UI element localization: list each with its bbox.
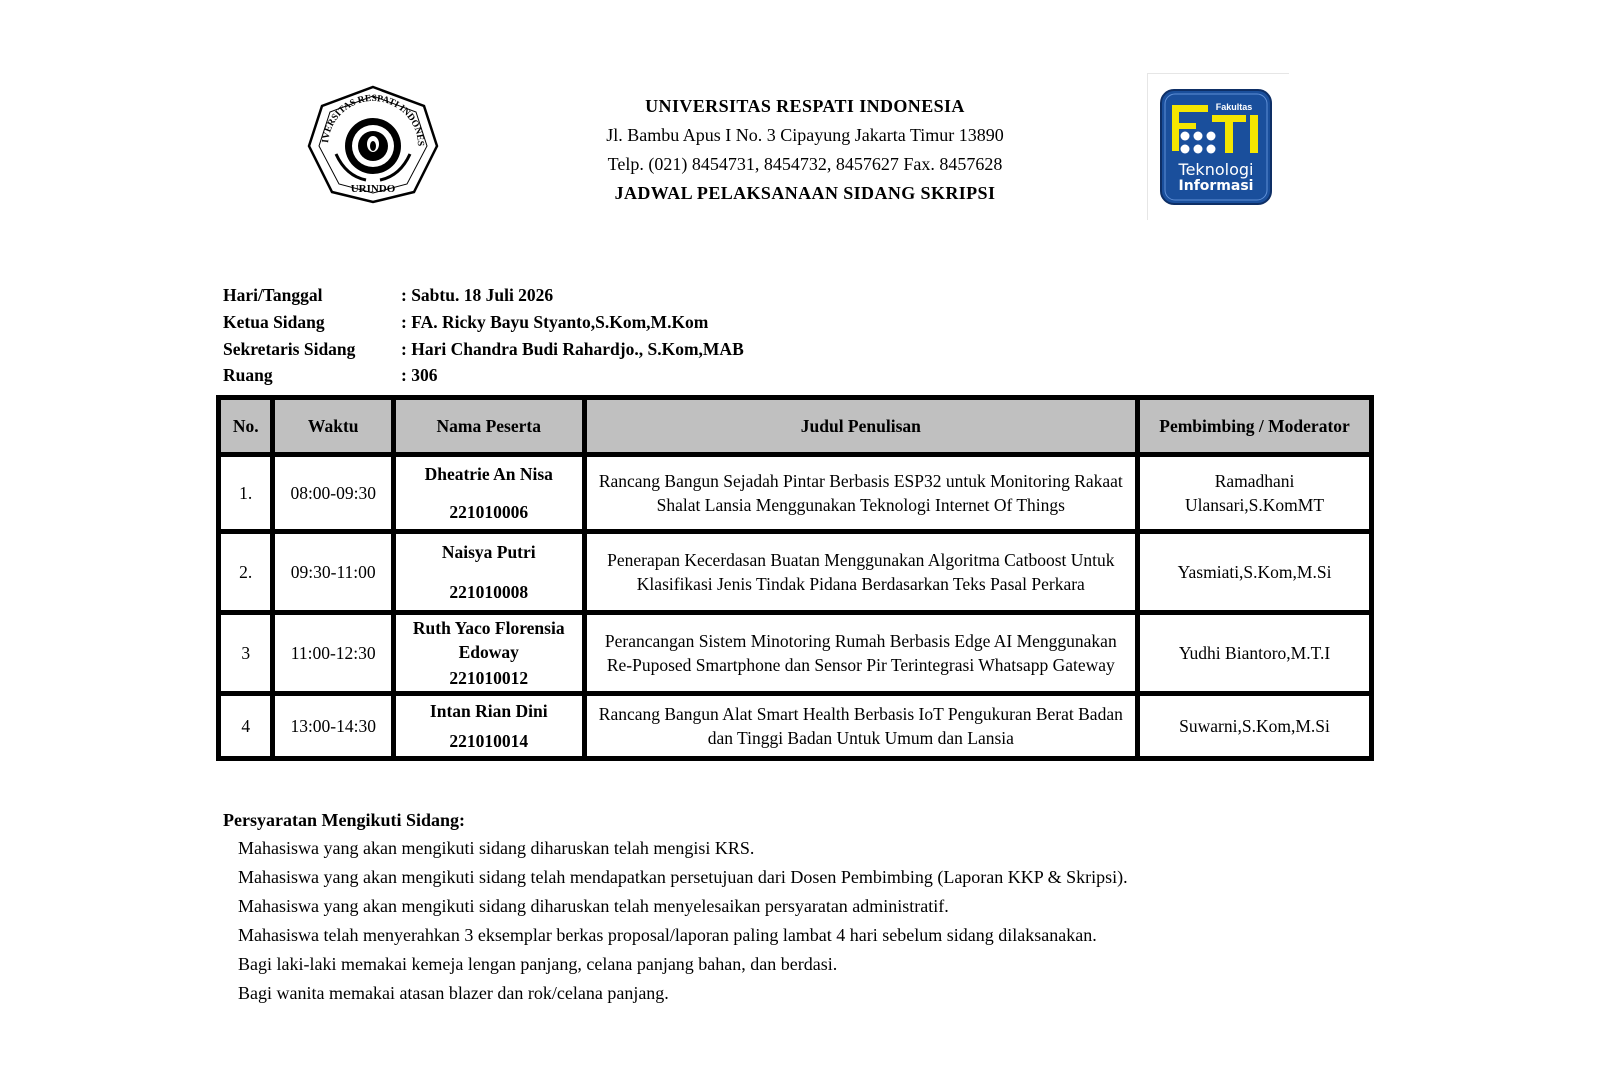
cell-waktu: 09:30-11:00 (275, 534, 390, 610)
meta-value: : 306 (401, 365, 438, 385)
university-address: Jl. Bambu Apus I No. 3 Cipayung Jakarta Timur 13890 (606, 125, 1004, 145)
cell-waktu: 08:00-09:30 (275, 457, 390, 529)
participant-name: Intan Rian Dini (429, 701, 548, 721)
svg-text:URINDO: URINDO (350, 183, 396, 195)
meta-label: Ketua Sidang (223, 312, 325, 332)
urindo-seal-icon (306, 84, 440, 204)
requirement-item: Mahasiswa telah menyerahkan 3 eksemplar berkas proposal/laporan paling lambat 4 hari sebelum sidang dilaksanakan. (238, 925, 1097, 945)
cell-judul: Rancang Bangun Alat Smart Health Berbasis IoT Pengukuran Berat Badan dan Tinggi Badan Untuk Umum dan Lansia (587, 696, 1136, 756)
requirement-item: Mahasiswa yang akan mengikuti sidang diharuskan telah mengisi KRS. (238, 838, 755, 858)
meta-row-secretary (223, 339, 923, 365)
table-header-row (221, 400, 1369, 452)
table-row (221, 696, 1369, 756)
cell-pembimbing: Yudhi Biantoro,M.T.I (1140, 615, 1369, 691)
table-row (221, 615, 1369, 691)
meta-row-date (223, 285, 923, 312)
cell-nama (396, 534, 582, 610)
cell-pembimbing: Suwarni,S.Kom,M.Si (1140, 696, 1369, 756)
table-row (221, 534, 1369, 610)
meta-value: : FA. Ricky Bayu Styanto,S.Kom,M.Kom (401, 312, 709, 332)
participant-name: Naisya Putri (441, 542, 536, 562)
column-header-no: No. (221, 400, 270, 452)
cell-pembimbing: Ramadhani Ulansari,S.KomMT (1140, 457, 1369, 529)
cell-no: 1. (221, 457, 270, 529)
university-phone: Telp. (021) 8454731, 8454732, 8457627 Fax. 8457628 (607, 154, 1003, 174)
requirement-item: Mahasiswa yang akan mengikuti sidang telah mendapatkan persetujuan dari Dosen Pembimbing (Laporan KKP & Skripsi). (238, 867, 1128, 887)
cell-judul: Perancangan Sistem Minotoring Rumah Berbasis Edge AI Menggunakan Re-Puposed Smartphone dan Sensor Pir Terintegrasi Whatsapp Gateway (587, 615, 1136, 691)
svg-text:Informasi: Informasi (1178, 178, 1254, 194)
svg-text:Teknologi: Teknologi (1178, 160, 1254, 179)
table-row (221, 457, 1369, 529)
meta-value: : Sabtu. 18 Juli 2026 (401, 285, 554, 305)
svg-text:UNIVERSITAS RESPATI INDONESIA: IVERSITAS RESPATI INDONES (321, 93, 426, 147)
schedule-table (216, 395, 1374, 761)
meta-row-room (223, 365, 923, 392)
participant-nim: 221010008 (449, 582, 529, 602)
university-name: UNIVERSITAS RESPATI INDONESIA (645, 96, 965, 116)
document-title: JADWAL PELAKSANAAN SIDANG SKRIPSI (614, 183, 996, 203)
participant-name: Ruth Yaco Florensia Edoway (412, 618, 565, 662)
meta-label: Hari/Tanggal (223, 285, 323, 305)
cell-judul: Rancang Bangun Sejadah Pintar Berbasis ESP32 untuk Monitoring Rakaat Shalat Lansia Menggunakan Teknologi Internet Of Things (587, 457, 1136, 529)
requirement-item: Mahasiswa yang akan mengikuti sidang diharuskan telah menyelesaikan persyaratan administratif. (238, 896, 949, 916)
fti-logo-icon (1160, 89, 1272, 205)
cell-judul: Penerapan Kecerdasan Buatan Menggunakan Algoritma Catboost Untuk Klasifikasi Jenis Tindak Pidana Berdasarkan Teks Pasal Perkara (587, 534, 1136, 610)
cell-no: 2. (221, 534, 270, 610)
requirements-title: Persyaratan Mengikuti Sidang: (223, 810, 466, 830)
svg-text:Fakultas: Fakultas (1215, 102, 1253, 112)
meta-label: Sekretaris Sidang (223, 339, 356, 359)
participant-nim: 221010014 (449, 731, 529, 751)
requirements-section (223, 806, 1323, 1008)
letterhead (520, 92, 1090, 208)
requirement-item: Bagi laki-laki memakai kemeja lengan panjang, celana panjang bahan, dan berdasi. (238, 954, 838, 974)
cell-waktu: 11:00-12:30 (275, 615, 390, 691)
meta-value: : Hari Chandra Budi Rahardjo., S.Kom,MAB (401, 339, 744, 359)
requirement-item: Bagi wanita memakai atasan blazer dan rok/celana panjang. (238, 983, 669, 1003)
participant-name: Dheatrie An Nisa (424, 464, 553, 484)
cell-nama (396, 615, 582, 691)
cell-no: 3 (221, 615, 270, 691)
participant-nim: 221010006 (449, 502, 529, 522)
column-header-waktu: Waktu (275, 400, 390, 452)
cell-waktu: 13:00-14:30 (275, 696, 390, 756)
column-header-judul: Judul Penulisan (587, 400, 1136, 452)
session-info (223, 285, 923, 392)
cell-nama (396, 696, 582, 756)
participant-nim: 221010012 (449, 668, 529, 688)
meta-row-chair (223, 312, 923, 339)
cell-pembimbing: Yasmiati,S.Kom,M.Si (1140, 534, 1369, 610)
cell-no: 4 (221, 696, 270, 756)
column-header-pembimbing: Pembimbing / Moderator (1140, 400, 1369, 452)
cell-nama (396, 457, 582, 529)
column-header-nama: Nama Peserta (396, 400, 582, 452)
meta-label: Ruang (223, 365, 273, 385)
